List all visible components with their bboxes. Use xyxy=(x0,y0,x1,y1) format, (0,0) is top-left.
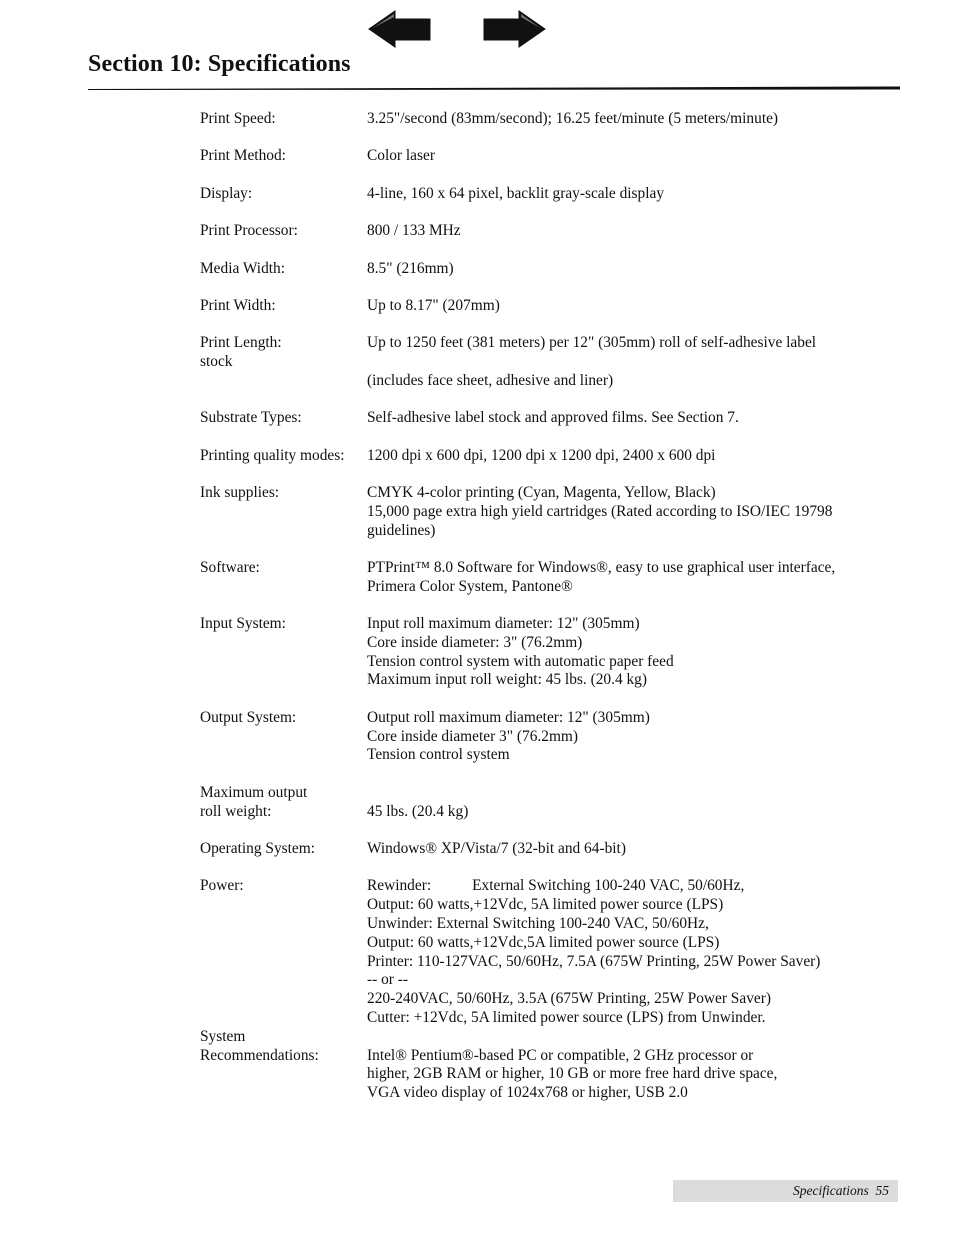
spec-value xyxy=(367,840,900,859)
spec-value-line: 45 lbs. (20.4 kg) xyxy=(367,802,469,820)
rewinder-prefix: Rewinder: xyxy=(367,877,432,895)
spec-value-line: PTPrint™ 8.0 Software for Windows®, easy to use graphical user interface, xyxy=(367,558,836,576)
spec-value-line: 3.25"/second (83mm/second); 16.25 feet/minute (5 meters/minute) xyxy=(367,110,779,127)
spec-row-substrate-types xyxy=(200,409,900,428)
spec-row-input-system xyxy=(200,615,900,690)
spec-label: Software: xyxy=(200,558,260,576)
spec-label: Substrate Types: xyxy=(200,409,302,427)
spec-row-print-speed xyxy=(200,110,900,129)
spec-value-line: VGA video display of 1024x768 or higher, USB 2.0 xyxy=(367,1084,688,1102)
spec-label xyxy=(200,1028,367,1103)
spec-row-printing-quality xyxy=(200,447,900,466)
spec-value-line: Tension control system xyxy=(367,746,510,764)
spec-value-line: Output: 60 watts,+12Vdc, 5A limited power source (LPS) xyxy=(367,896,724,914)
spec-value xyxy=(367,1028,900,1103)
spec-row-software xyxy=(200,559,900,597)
spec-value-line: -- or -- xyxy=(367,971,409,989)
spec-label: Output System: xyxy=(200,708,297,726)
spec-value-line: 800 / 133 MHz xyxy=(367,222,461,240)
spec-value-line: Output: 60 watts,+12Vdc,5A limited power source (LPS) xyxy=(367,933,720,951)
spec-row-media-width xyxy=(200,260,900,279)
spec-value-line: 15,000 page extra high yield cartridges (Rated according to ISO/IEC 19798 xyxy=(367,502,833,520)
spec-label-line: System xyxy=(200,1027,246,1045)
spec-value-line: Up to 8.17" (207mm) xyxy=(367,296,500,314)
spec-value xyxy=(367,709,900,765)
spec-row-ink-supplies xyxy=(200,484,900,540)
spec-label xyxy=(200,334,367,390)
spec-value-line: Self-adhesive label stock and approved films. See Section 7. xyxy=(367,409,739,427)
spec-value xyxy=(367,484,900,540)
spec-value-line: Primera Color System, Pantone® xyxy=(367,577,573,595)
spec-value xyxy=(367,784,900,822)
spec-value-line: Output roll maximum diameter: 12" (305mm) xyxy=(367,708,650,726)
spec-label-line: Print Length: xyxy=(200,334,282,352)
spec-value xyxy=(367,147,900,166)
title-underline xyxy=(88,86,900,92)
spec-row-output-system xyxy=(200,709,900,765)
spec-label xyxy=(200,784,367,822)
spec-value-line: Color laser xyxy=(367,147,435,165)
spec-row-system-recommendations xyxy=(200,1028,900,1103)
spec-value-line: Windows® XP/Vista/7 (32-bit and 64-bit) xyxy=(367,840,626,858)
spec-row-display xyxy=(200,185,900,204)
spec-value-line: (includes face sheet, adhesive and liner) xyxy=(367,371,614,389)
page-footer xyxy=(673,1180,898,1202)
spec-value xyxy=(367,297,900,316)
spec-value-line: 1200 dpi x 600 dpi, 1200 dpi x 1200 dpi, 2400 x 600 dpi xyxy=(367,446,716,464)
spec-value-line: Cutter: +12Vdc, 5A limited power source (LPS) from Unwinder. xyxy=(367,1009,766,1026)
spec-label-line: roll weight: xyxy=(200,802,272,820)
page-title: Section 10: Specifications xyxy=(88,51,351,77)
footer-label: Specifications xyxy=(793,1183,869,1198)
spec-label: Power: xyxy=(200,877,244,895)
spec-row-operating-system xyxy=(200,840,900,859)
spec-row-print-width xyxy=(200,297,900,316)
spec-row-power xyxy=(200,877,900,1027)
spec-value-line: Tension control system with automatic paper feed xyxy=(367,652,674,670)
spec-label: Operating System: xyxy=(200,840,315,858)
spec-value xyxy=(367,110,900,129)
spec-value-line: Unwinder: External Switching 100-240 VAC, 50/60Hz, xyxy=(367,915,709,933)
spec-value xyxy=(367,447,900,466)
right-arrow-icon[interactable] xyxy=(482,10,546,48)
spec-value-line: Core inside diameter 3" (76.2mm) xyxy=(367,727,579,745)
spec-value xyxy=(367,615,900,690)
spec-label: Ink supplies: xyxy=(200,483,280,501)
spec-value-line xyxy=(367,877,900,896)
spec-value xyxy=(367,260,900,279)
spec-value-line: Input roll maximum diameter: 12" (305mm) xyxy=(367,615,640,633)
spec-label: Print Processor: xyxy=(200,222,298,240)
spec-value-line: 8.5" (216mm) xyxy=(367,259,454,277)
spec-label: Display: xyxy=(200,184,253,202)
rewinder-text: External Switching 100-240 VAC, 50/60Hz, xyxy=(472,877,745,895)
spec-label: Print Width: xyxy=(200,296,276,314)
spec-value-line: guidelines) xyxy=(367,521,436,539)
spec-label-line: Maximum output xyxy=(200,783,308,801)
spec-label: Print Method: xyxy=(200,147,286,165)
spec-label-line: stock xyxy=(200,353,233,371)
spec-row-print-method xyxy=(200,147,900,166)
spec-value xyxy=(367,334,900,390)
spec-value xyxy=(367,185,900,204)
spec-value-line: 220-240VAC, 50/60Hz, 3.5A (675W Printing, 25W Power Saver) xyxy=(367,990,771,1008)
spec-label-line: Recommendations: xyxy=(200,1046,319,1064)
spec-label: Input System: xyxy=(200,615,286,633)
spec-value xyxy=(367,222,900,241)
spec-value xyxy=(367,559,900,597)
spec-value-line: Intel® Pentium®-based PC or compatible, 2 GHz processor or xyxy=(367,1046,754,1064)
spec-value xyxy=(367,877,900,1027)
spec-value xyxy=(367,409,900,428)
spec-label: Media Width: xyxy=(200,259,286,277)
left-arrow-icon[interactable] xyxy=(368,10,432,48)
spec-value-line: Core inside diameter: 3" (76.2mm) xyxy=(367,633,583,651)
spec-value-line: 4-line, 160 x 64 pixel, backlit gray-scale display xyxy=(367,184,665,202)
spec-value-line: higher, 2GB RAM or higher, 10 GB or more free hard drive space, xyxy=(367,1065,778,1083)
spec-value-line: Printer: 110-127VAC, 50/60Hz, 7.5A (675W Printing, 25W Power Saver) xyxy=(367,952,821,970)
spec-value-line: Up to 1250 feet (381 meters) per 12" (305mm) roll of self-adhesive label xyxy=(367,334,817,352)
spec-value-line: CMYK 4-color printing (Cyan, Magenta, Yellow, Black) xyxy=(367,483,716,501)
spec-value-line: Maximum input roll weight: 45 lbs. (20.4 kg) xyxy=(367,671,648,689)
specifications-table xyxy=(200,110,900,1103)
page-number: 55 xyxy=(875,1183,889,1198)
spec-label: Print Speed: xyxy=(200,110,276,127)
spec-row-print-length xyxy=(200,334,900,390)
spec-row-max-output-roll-weight xyxy=(200,784,900,822)
spec-row-print-processor xyxy=(200,222,900,241)
spec-label: Printing quality modes: xyxy=(200,446,345,464)
